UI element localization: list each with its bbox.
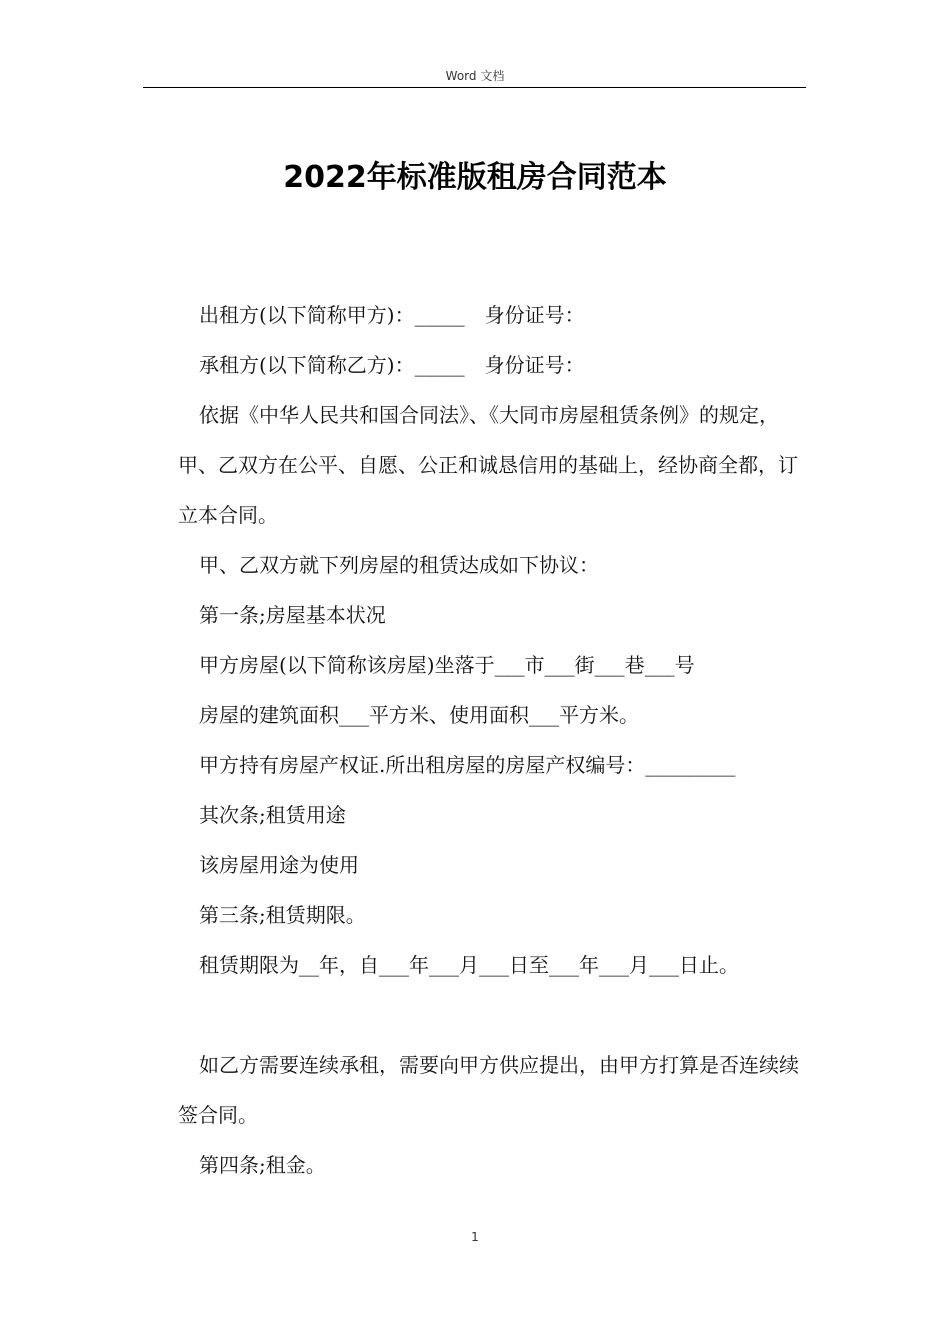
article-4-heading: 第四条;租金。 bbox=[199, 1153, 326, 1177]
renewal-paragraph: 如乙方需要连续承租，需要向甲方供应提出，由甲方打算是否连续续签合同。 bbox=[178, 1053, 799, 1127]
party-b-line: 承租方(以下简称乙方)：_____ 身份证号： bbox=[199, 353, 585, 377]
document-title: 2022年标准版租房合同范本 bbox=[283, 160, 667, 195]
document-body bbox=[178, 290, 808, 1190]
agreement-intro: 甲、乙双方就下列房屋的租赁达成如下协议： bbox=[199, 553, 599, 577]
property-area: 房屋的建筑面积___平方米、使用面积___平方米。 bbox=[199, 703, 639, 727]
page-header-label: Word 文档 bbox=[445, 69, 505, 83]
page-number: 1 bbox=[471, 1230, 479, 1244]
property-usage: 该房屋用途为使用 bbox=[199, 853, 359, 877]
party-a-line: 出租方(以下简称甲方)：_____ 身份证号： bbox=[199, 303, 585, 327]
article-1-heading: 第一条;房屋基本状况 bbox=[199, 603, 386, 627]
article-3-heading: 第三条;租赁期限。 bbox=[199, 903, 366, 927]
property-location: 甲方房屋(以下简称该房屋)坐落于___市___街___巷___号 bbox=[199, 653, 695, 677]
blank-line bbox=[178, 990, 808, 1040]
header-divider bbox=[143, 87, 806, 88]
article-2-heading: 其次条;租赁用途 bbox=[199, 803, 346, 827]
property-certificate: 甲方持有房屋产权证.所出租房屋的房屋产权编号：_________ bbox=[199, 753, 736, 777]
preamble-paragraph: 依据《中华人民共和国合同法》、《大同市房屋租赁条例》的规定，甲、乙双方在公平、自愿、公正和诚恳信用的基础上，经协商全都，订立本合同。 bbox=[178, 403, 798, 527]
lease-term: 租赁期限为__年，自___年___月___日至___年___月___日止。 bbox=[199, 953, 739, 977]
